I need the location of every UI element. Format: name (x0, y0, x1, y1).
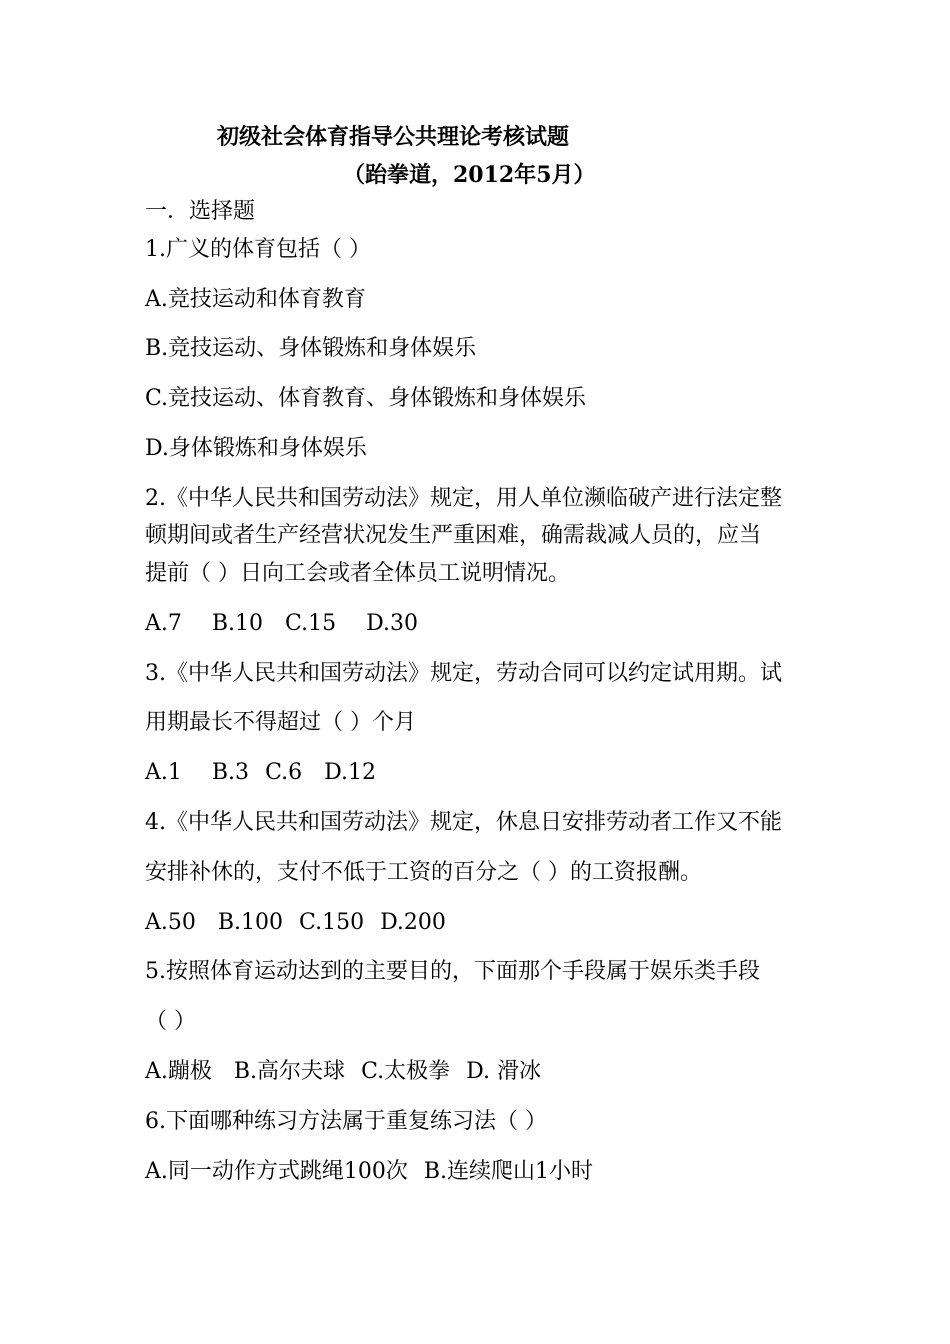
question-3-line-1: 3.《中华人民共和国劳动法》规定，劳动合同可以约定试用期。试 (145, 661, 782, 686)
question-6: 6.下面哪种练习方法属于重复练习法（ ） (145, 1109, 547, 1134)
question-2-line-1: 2.《中华人民共和国劳动法》规定，用人单位濒临破产进行法定整 (145, 486, 782, 511)
q2-option-d: D.30 (366, 611, 418, 636)
q1-option-a: A.竞技运动和体育教育 (145, 287, 366, 312)
q4-option-a: A.50 (145, 910, 196, 935)
q5-option-b: B.高尔夫球 (233, 1059, 346, 1084)
question-5-line-2: （ ） (145, 1009, 196, 1034)
q3-option-d: D.12 (324, 760, 376, 785)
q4-option-b: B.100 (217, 910, 284, 935)
q5-option-c: C.太极拳 (361, 1059, 451, 1084)
q3-options (145, 760, 376, 786)
document-title: 初级社会体育指导公共理论考核试题 (217, 124, 570, 150)
q2-option-c: C.15 (285, 611, 337, 636)
q1-option-d: D.身体锻炼和身体娱乐 (145, 436, 367, 461)
q5-option-a: A.蹦极 (145, 1059, 212, 1084)
q5-option-d: D. 滑冰 (466, 1059, 541, 1084)
question-2-line-3: 提前（ ）日向工会或者全体员工说明情况。 (145, 561, 570, 586)
document-subtitle: （跆拳道，2012年5月） (343, 162, 596, 188)
q1-option-c: C.竞技运动、体育教育、身体锻炼和身体娱乐 (145, 386, 587, 411)
q6-option-b: B.连续爬山1小时 (423, 1159, 594, 1184)
q4-option-d: D.200 (380, 910, 446, 935)
question-5-line-1: 5.按照体育运动达到的主要目的，下面那个手段属于娱乐类手段 (145, 959, 760, 984)
question-2-line-2: 顿期间或者生产经营状况发生严重困难，确需裁减人员的，应当 (145, 523, 762, 548)
q2-option-b: B.10 (211, 611, 264, 636)
q6-options (145, 1159, 593, 1185)
question-4-line-2: 安排补休的，支付不低于工资的百分之（ ）的工资报酬。 (145, 860, 702, 885)
q4-option-c: C.150 (299, 910, 365, 935)
question-1: 1.广义的体育包括（ ） (145, 237, 371, 262)
q4-options (145, 910, 446, 936)
q5-options (145, 1059, 541, 1085)
q3-option-c: C.6 (265, 760, 303, 785)
q3-option-b: B.3 (211, 760, 250, 785)
q2-options (145, 611, 418, 637)
q6-option-a: A.同一动作方式跳绳100次 (145, 1159, 408, 1184)
q3-option-a: A.1 (145, 760, 182, 785)
question-4-line-1: 4.《中华人民共和国劳动法》规定，休息日安排劳动者工作又不能 (145, 810, 782, 835)
q2-option-a: A.7 (145, 611, 182, 636)
question-3-line-2: 用期最长不得超过（ ）个月 (145, 710, 416, 735)
q1-option-b: B.竞技运动、身体锻炼和身体娱乐 (145, 336, 477, 361)
section-heading: 一．选择题 (145, 199, 256, 224)
